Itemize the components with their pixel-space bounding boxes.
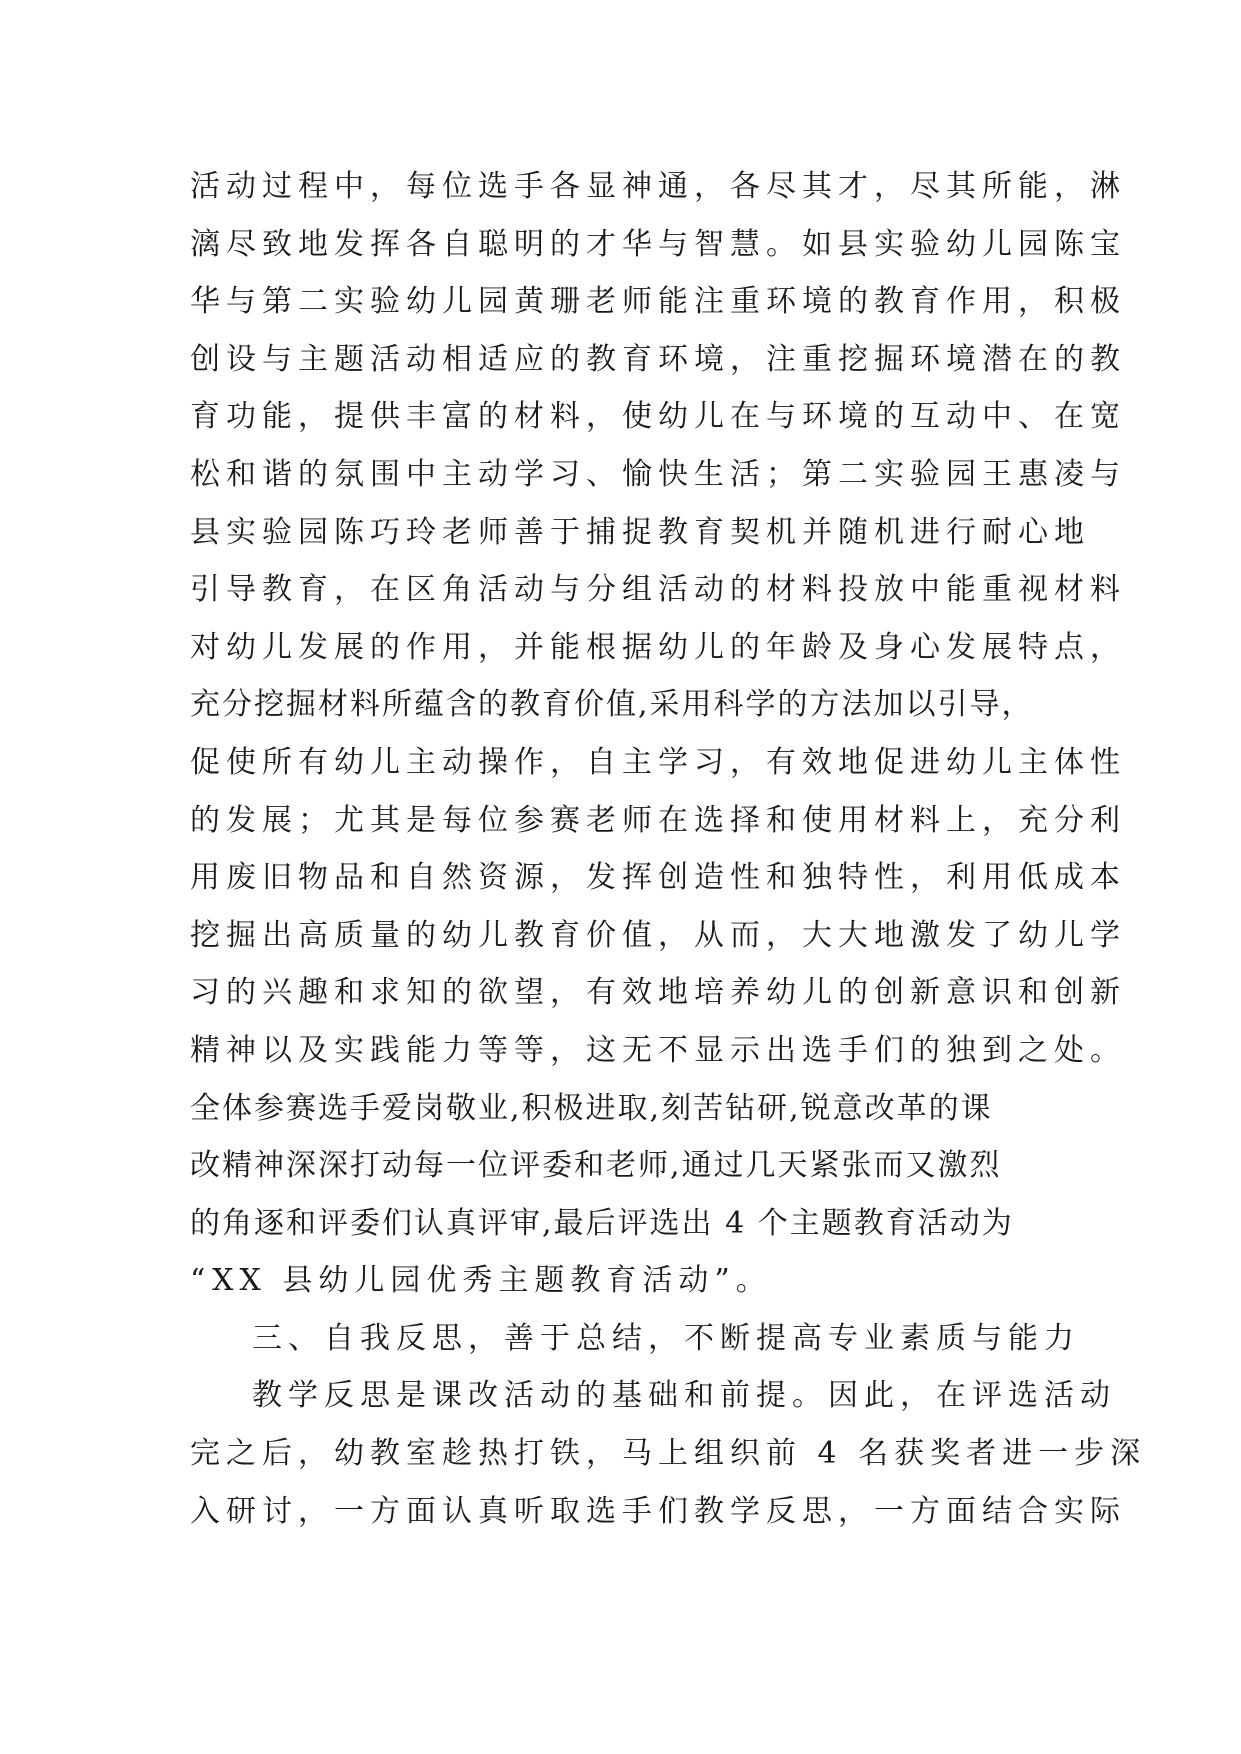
text-line: 精神以及实践能力等等，这无不显示出选手们的独到之处。 (190, 1032, 1126, 1068)
text-line: “XX 县幼儿园优秀主题教育活动”。 (190, 1263, 772, 1299)
section-heading: 三、自我反思，善于总结，不断提高专业素质与能力 (252, 1320, 1080, 1356)
text-line: 育功能，提供丰富的材料，使幼儿在与环境的互动中、在宽 (190, 399, 1126, 435)
text-line: 对幼儿发展的作用，并能根据幼儿的年龄及身心发展特点， (190, 629, 1126, 665)
text-line: 改精神深深打动每一位评委和老师,通过几天紧张而又激烈 (190, 1148, 1002, 1184)
text-line: 充分挖掘材料所蕴含的教育价值,采用科学的方法加以引导， (190, 687, 1034, 723)
text-line: 用废旧物品和自然资源，发挥创造性和独特性，利用低成本 (190, 860, 1126, 896)
text-line: 的角逐和评委们认真评审,最后评选出 4 个主题教育活动为 (190, 1205, 1014, 1241)
body-text (190, 158, 1147, 1540)
text-line: 引导教育，在区角活动与分组活动的材料投放中能重视材料 (190, 572, 1126, 608)
text-line: 的发展；尤其是每位参赛老师在选择和使用材料上，充分利 (190, 802, 1126, 838)
text-line: 教学反思是课改活动的基础和前提。因此，在评选活动 (252, 1378, 1116, 1414)
text-line: 完之后，幼教室趁热打铁，马上组织前 4 名获奖者进一步深 (190, 1436, 1147, 1472)
text-line: 全体参赛选手爱岗敬业,积极进取,刻苦钻研,锐意改革的课 (190, 1090, 993, 1126)
text-line: 创设与主题活动相适应的教育环境，注重挖掘环境潜在的教 (190, 341, 1126, 377)
text-line: 活动过程中，每位选手各显神通，各尽其才，尽其所能，淋 (190, 169, 1126, 204)
text-line: 促使所有幼儿主动操作，自主学习，有效地促进幼儿主体性 (190, 744, 1126, 780)
text-line: 松和谐的氛围中主动学习、愉快生活；第二实验园王惠凌与 (190, 456, 1126, 492)
text-line: 入研讨，一方面认真听取选手们教学反思，一方面结合实际 (190, 1493, 1126, 1529)
text-line: 县实验园陈巧玲老师善于捕捉教育契机并随机进行耐心地 (190, 514, 1090, 550)
text-line: 挖掘出高质量的幼儿教育价值，从而，大大地激发了幼儿学 (190, 917, 1126, 953)
text-line: 华与第二实验幼儿园黄珊老师能注重环境的教育作用，积极 (190, 284, 1126, 320)
text-line: 习的兴趣和求知的欲望，有效地培养幼儿的创新意识和创新 (190, 975, 1126, 1011)
text-line: 漓尽致地发挥各自聪明的才华与智慧。如县实验幼儿园陈宝 (190, 226, 1126, 262)
